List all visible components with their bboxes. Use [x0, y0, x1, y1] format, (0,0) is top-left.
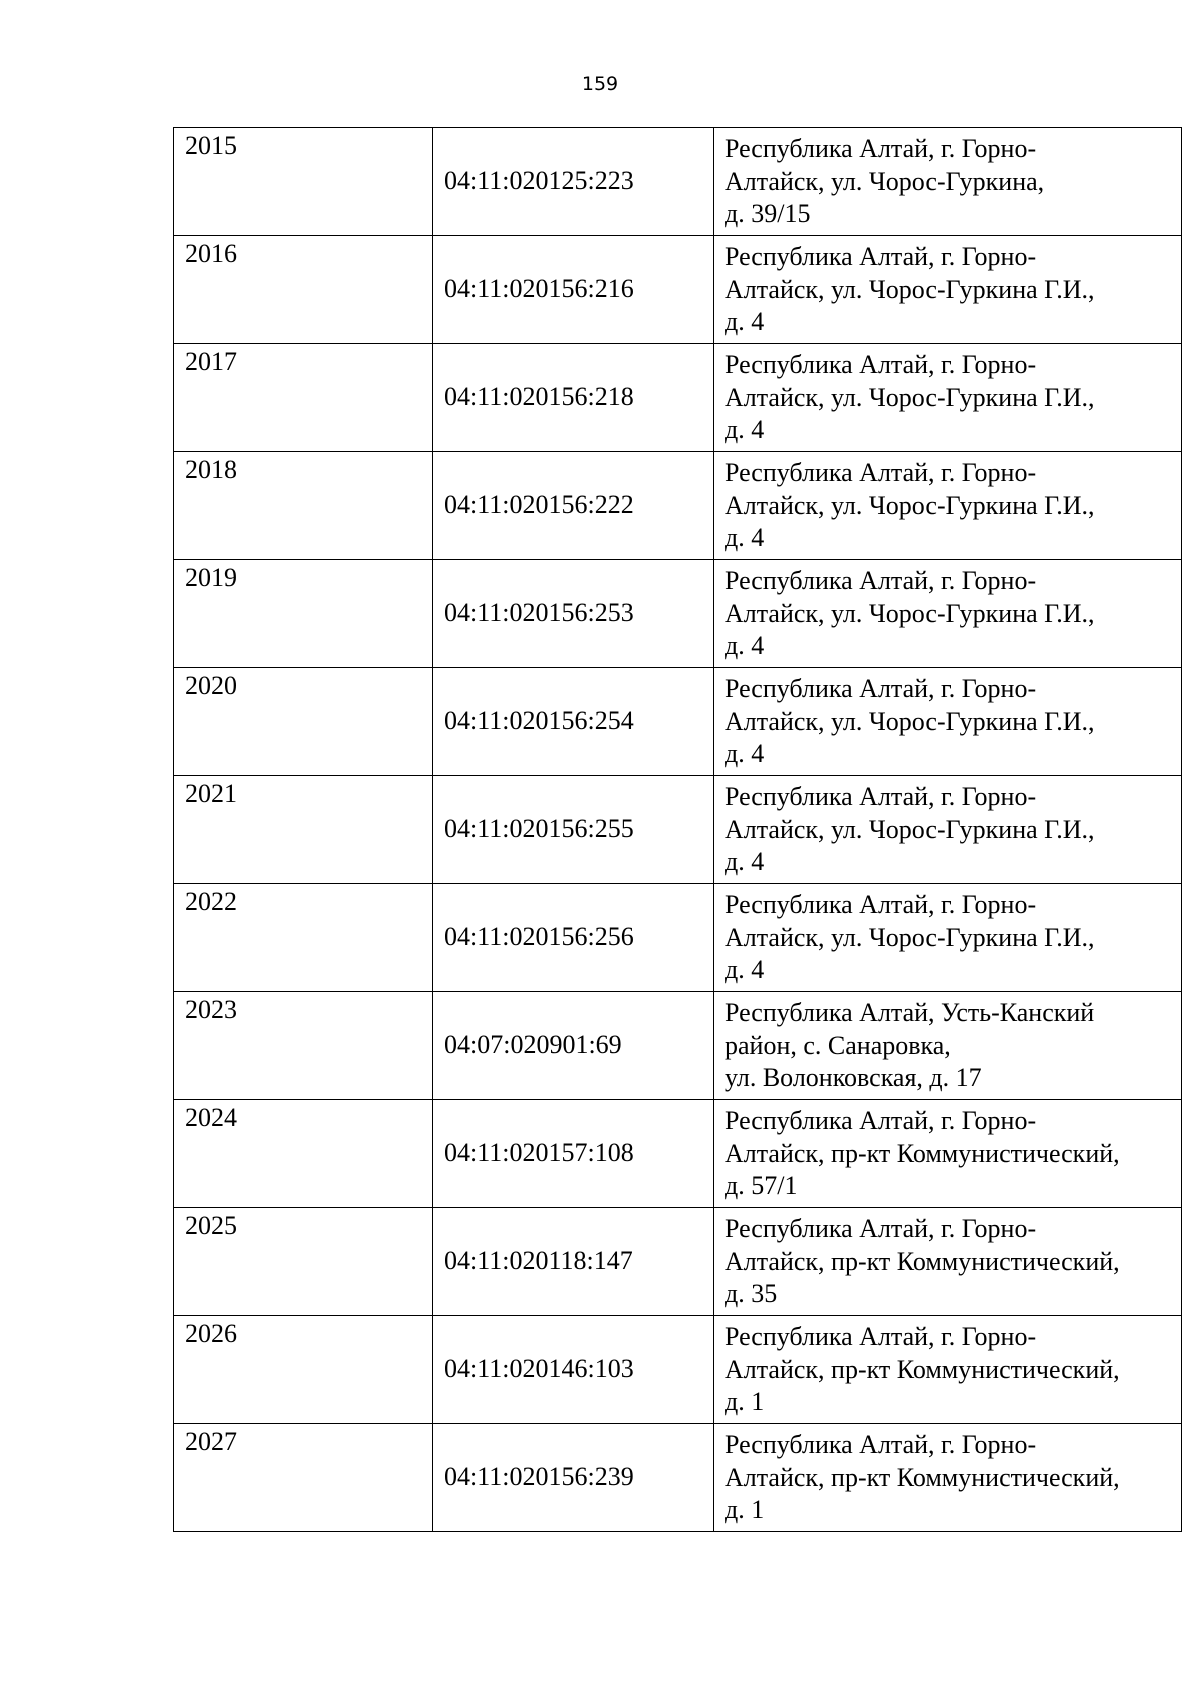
address-line: д. 4 — [725, 739, 765, 768]
address-cell — [714, 992, 1182, 1100]
table-row — [174, 344, 1182, 452]
address-line: Республика Алтай, Усть-Канский — [725, 998, 1095, 1027]
address-cell — [714, 452, 1182, 560]
address-line: Алтайск, пр-кт Коммунистический, — [725, 1462, 1120, 1492]
address-line: д. 4 — [725, 415, 765, 444]
row-number-cell: 2019 — [174, 560, 433, 668]
row-number-cell: 2020 — [174, 668, 433, 776]
address-cell — [714, 1316, 1182, 1424]
address-line: д. 4 — [725, 523, 765, 552]
cadastral-number-cell: 04:11:020146:103 — [433, 1316, 714, 1424]
cadastral-number-cell: 04:11:020156:255 — [433, 776, 714, 884]
cadastral-number-cell: 04:11:020125:223 — [433, 128, 714, 236]
table-row — [174, 128, 1182, 236]
table-row — [174, 1100, 1182, 1208]
table-row — [174, 884, 1182, 992]
address-line: Республика Алтай, г. Горно- — [725, 566, 1037, 595]
address-line: д. 4 — [725, 631, 765, 660]
address-line: д. 1 — [725, 1495, 765, 1524]
address-line: район, с. Санаровка, — [725, 1030, 951, 1060]
address-cell — [714, 344, 1182, 452]
address-line: д. 39/15 — [725, 199, 811, 228]
row-number-cell: 2026 — [174, 1316, 433, 1424]
table-row — [174, 668, 1182, 776]
address-line: Республика Алтай, г. Горно- — [725, 242, 1037, 271]
cadastral-number-cell: 04:11:020157:108 — [433, 1100, 714, 1208]
table-row — [174, 452, 1182, 560]
address-line: д. 35 — [725, 1279, 778, 1308]
table-row — [174, 776, 1182, 884]
address-line: Алтайск, ул. Чорос-Гуркина Г.И., — [725, 382, 1095, 412]
table-row — [174, 1316, 1182, 1424]
cadastral-number-cell: 04:11:020156:222 — [433, 452, 714, 560]
address-line: Алтайск, ул. Чорос-Гуркина Г.И., — [725, 490, 1095, 520]
address-cell — [714, 776, 1182, 884]
address-line: Республика Алтай, г. Горно- — [725, 890, 1037, 919]
address-cell — [714, 1100, 1182, 1208]
cadastral-number-cell: 04:11:020156:218 — [433, 344, 714, 452]
row-number-cell: 2023 — [174, 992, 433, 1100]
address-line: Алтайск, ул. Чорос-Гуркина Г.И., — [725, 598, 1095, 628]
row-number-cell: 2015 — [174, 128, 433, 236]
cadastral-number-cell: 04:11:020156:216 — [433, 236, 714, 344]
cadastral-number-cell: 04:11:020156:239 — [433, 1424, 714, 1532]
address-line: Алтайск, ул. Чорос-Гуркина Г.И., — [725, 706, 1095, 736]
address-line: д. 4 — [725, 847, 765, 876]
address-line: Алтайск, ул. Чорос-Гуркина Г.И., — [725, 274, 1095, 304]
row-number-cell: 2017 — [174, 344, 433, 452]
table-row — [174, 560, 1182, 668]
row-number-cell: 2024 — [174, 1100, 433, 1208]
row-number-cell: 2021 — [174, 776, 433, 884]
address-line: Алтайск, пр-кт Коммунистический, — [725, 1138, 1120, 1168]
address-line: Алтайск, пр-кт Коммунистический, — [725, 1354, 1120, 1384]
table-row — [174, 1424, 1182, 1532]
address-line: Алтайск, пр-кт Коммунистический, — [725, 1246, 1120, 1276]
address-line: Республика Алтай, г. Горно- — [725, 1214, 1037, 1243]
address-cell — [714, 128, 1182, 236]
address-line: ул. Волонковская, д. 17 — [725, 1063, 982, 1092]
address-cell — [714, 560, 1182, 668]
address-line: Республика Алтай, г. Горно- — [725, 1322, 1037, 1351]
registry-table-body — [174, 128, 1182, 1532]
address-line: д. 1 — [725, 1387, 765, 1416]
address-line: Республика Алтай, г. Горно- — [725, 458, 1037, 487]
row-number-cell: 2025 — [174, 1208, 433, 1316]
address-line: Республика Алтай, г. Горно- — [725, 350, 1037, 379]
address-line: д. 4 — [725, 955, 765, 984]
address-cell — [714, 884, 1182, 992]
address-cell — [714, 236, 1182, 344]
row-number-cell: 2016 — [174, 236, 433, 344]
address-line: Алтайск, ул. Чорос-Гуркина Г.И., — [725, 814, 1095, 844]
row-number-cell: 2027 — [174, 1424, 433, 1532]
address-cell — [714, 1208, 1182, 1316]
address-line: Республика Алтай, г. Горно- — [725, 674, 1037, 703]
cadastral-number-cell: 04:11:020156:253 — [433, 560, 714, 668]
address-line: д. 4 — [725, 307, 765, 336]
property-registry-table — [173, 127, 1182, 1532]
address-cell — [714, 1424, 1182, 1532]
row-number-cell: 2018 — [174, 452, 433, 560]
table-row — [174, 236, 1182, 344]
row-number-cell: 2022 — [174, 884, 433, 992]
cadastral-number-cell: 04:11:020156:256 — [433, 884, 714, 992]
table-row — [174, 992, 1182, 1100]
cadastral-number-cell: 04:07:020901:69 — [433, 992, 714, 1100]
table-row — [174, 1208, 1182, 1316]
address-cell — [714, 668, 1182, 776]
cadastral-number-cell: 04:11:020156:254 — [433, 668, 714, 776]
address-line: Республика Алтай, г. Горно- — [725, 782, 1037, 811]
address-line: Республика Алтай, г. Горно- — [725, 134, 1037, 163]
address-line: Алтайск, ул. Чорос-Гуркина, — [725, 166, 1045, 196]
address-line: д. 57/1 — [725, 1171, 798, 1200]
address-line: Республика Алтай, г. Горно- — [725, 1106, 1037, 1135]
page-number: 159 — [581, 73, 619, 95]
address-line: Алтайск, ул. Чорос-Гуркина Г.И., — [725, 922, 1095, 952]
cadastral-number-cell: 04:11:020118:147 — [433, 1208, 714, 1316]
address-line: Республика Алтай, г. Горно- — [725, 1430, 1037, 1459]
